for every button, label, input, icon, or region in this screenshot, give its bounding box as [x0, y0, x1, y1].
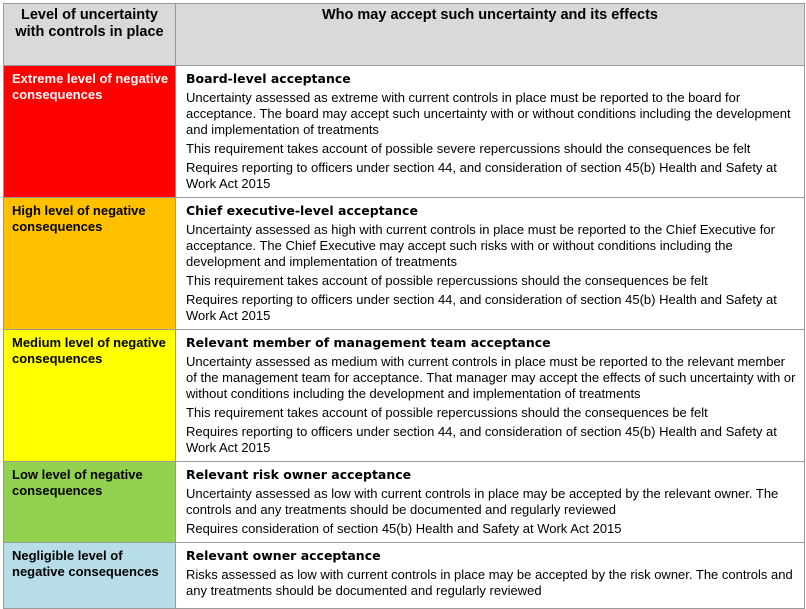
acceptance-title: Relevant owner acceptance [186, 548, 381, 563]
row-high [4, 198, 805, 330]
desc-low [176, 462, 805, 543]
level-extreme: Extreme level of negative consequences [4, 66, 176, 198]
description-paragraph: Requires consideration of section 45(b) Health and Safety at Work Act 2015 [186, 521, 622, 536]
description-paragraph: This requirement takes account of possible repercussions should the consequences be felt [186, 405, 708, 420]
acceptance-title: Relevant member of management team acceptance [186, 335, 551, 350]
description-paragraph: Risks assessed as low with current controls in place may be accepted by the risk owner. The controls and any treatments should be documented and regularly reviewed [186, 567, 793, 598]
uncertainty-acceptance-table [3, 3, 805, 609]
row-medium [4, 330, 805, 462]
desc-high [176, 198, 805, 330]
desc-extreme [176, 66, 805, 198]
description-paragraph: Requires reporting to officers under section 44, and consideration of section 45(b) Health and Safety at Work Act 2015 [186, 424, 777, 455]
row-low [4, 462, 805, 543]
description-paragraph: Requires reporting to officers under section 44, and consideration of section 45(b) Health and Safety at Work Act 2015 [186, 292, 777, 323]
description-paragraph: This requirement takes account of possible severe repercussions should the consequences be felt [186, 141, 751, 156]
acceptance-title: Chief executive-level acceptance [186, 203, 418, 218]
level-negligible: Negligible level of negative consequences [4, 543, 176, 609]
description-paragraph: Uncertainty assessed as extreme with current controls in place must be reported to the board for acceptance. The board may accept such uncertainty with or without conditions including the development and implementation of treatments [186, 90, 791, 137]
description-paragraph: Requires reporting to officers under section 44, and consideration of section 45(b) Health and Safety at Work Act 2015 [186, 160, 777, 191]
acceptance-title: Board-level acceptance [186, 71, 351, 86]
level-medium: Medium level of negative consequences [4, 330, 176, 462]
description-paragraph: Uncertainty assessed as medium with current controls in place must be reported to the relevant member of the management team for acceptance. That manager may accept the effects of such uncertainty with or without conditions including the development and implementation of treatments [186, 354, 796, 401]
header-level: Level of uncertainty with controls in place [4, 4, 176, 66]
level-low: Low level of negative consequences [4, 462, 176, 543]
description-paragraph: Uncertainty assessed as high with current controls in place must be reported to the Chief Executive for acceptance. The Chief Executive may accept such risks with or without conditions including the development and implementation of treatments [186, 222, 775, 269]
description-paragraph: Uncertainty assessed as low with current controls in place may be accepted by the relevant owner. The controls and any treatments should be documented and regularly reviewed [186, 486, 779, 517]
row-extreme [4, 66, 805, 198]
desc-medium [176, 330, 805, 462]
header-who-may-accept: Who may accept such uncertainty and its effects [176, 4, 805, 66]
description-paragraph: This requirement takes account of possible repercussions should the consequences be felt [186, 273, 708, 288]
row-negligible [4, 543, 805, 609]
level-high: High level of negative consequences [4, 198, 176, 330]
header-row [4, 4, 805, 66]
desc-negligible [176, 543, 805, 609]
acceptance-title: Relevant risk owner acceptance [186, 467, 412, 482]
